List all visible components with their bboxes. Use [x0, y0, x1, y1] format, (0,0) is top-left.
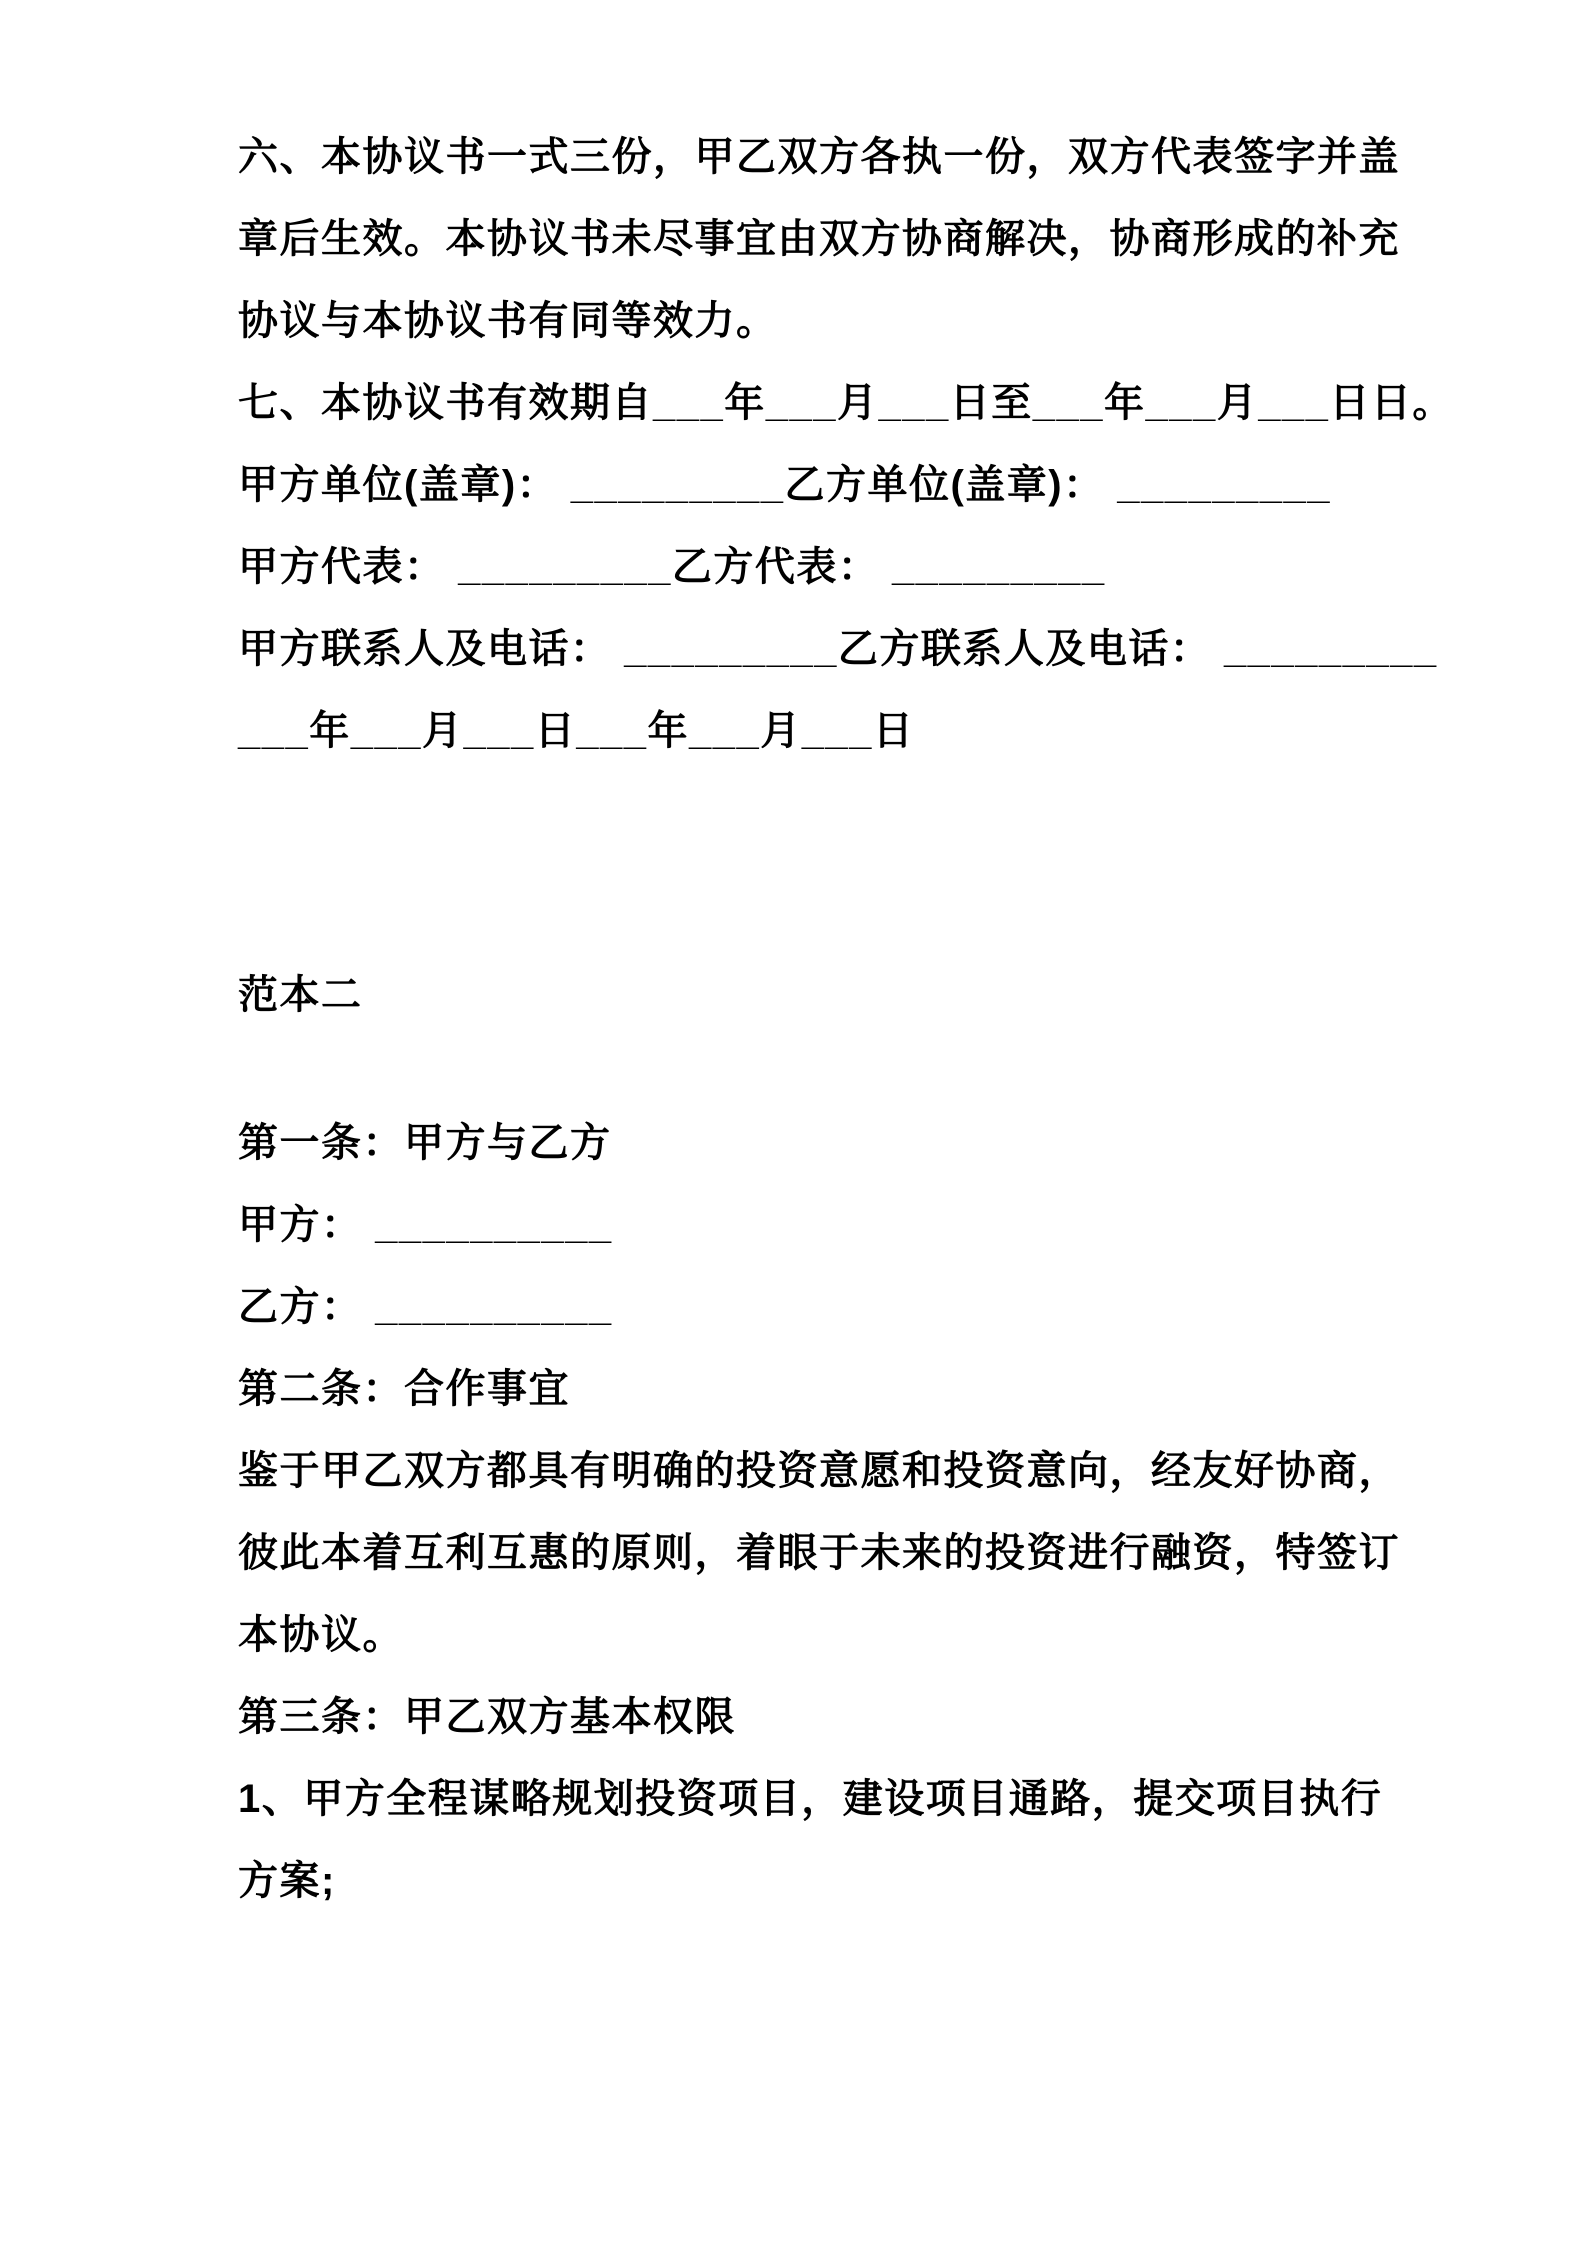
- signature-units-line: 甲方单位(盖章)： _________乙方单位(盖章)： _________: [238, 463, 1331, 507]
- template-two-title: 范本二: [238, 973, 363, 1017]
- article-two-body-line-1: 鉴于甲乙双方都具有明确的投资意愿和投资意向，经友好协商，: [238, 1449, 1400, 1493]
- article-two-heading: 第二条：合作事宜: [238, 1367, 570, 1411]
- title-spacer: [238, 1036, 1366, 1102]
- party-a-blank-line: 甲方： __________: [238, 1203, 613, 1247]
- article-two-body-line-3: 本协议。: [238, 1613, 404, 1657]
- article-three-heading: 第三条：甲乙双方基本权限: [238, 1695, 736, 1739]
- article-three-item-1-line-2: 方案;: [238, 1859, 336, 1903]
- party-b-blank-line: 乙方： __________: [238, 1285, 613, 1329]
- clause-six-line-2: 章后生效。本协议书未尽事宜由双方协商解决，协商形成的补充: [238, 217, 1400, 261]
- article-two-body-line-2: 彼此本着互利互惠的原则，着眼于未来的投资进行融资，特签订: [238, 1531, 1400, 1575]
- signature-contacts-line: 甲方联系人及电话： _________乙方联系人及电话： _________: [238, 627, 1438, 671]
- signature-representatives-line: 甲方代表： _________乙方代表： _________: [238, 545, 1106, 589]
- clause-seven-line: 七、本协议书有效期自___年___月___日至___年___月___日日。: [238, 381, 1454, 425]
- signature-dates-line: ___年___月___日___年___月___日: [238, 709, 915, 753]
- clause-six-line-3: 协议与本协议书有同等效力。: [238, 299, 778, 343]
- article-three-item-1-line-1: 1、甲方全程谋略规划投资项目，建设项目通路，提交项目执行: [238, 1777, 1383, 1821]
- section-spacer: [238, 772, 1366, 954]
- article-one-heading: 第一条：甲方与乙方: [238, 1121, 612, 1165]
- clause-six-line-1: 六、本协议书一式三份，甲乙双方各执一份，双方代表签字并盖: [238, 135, 1400, 179]
